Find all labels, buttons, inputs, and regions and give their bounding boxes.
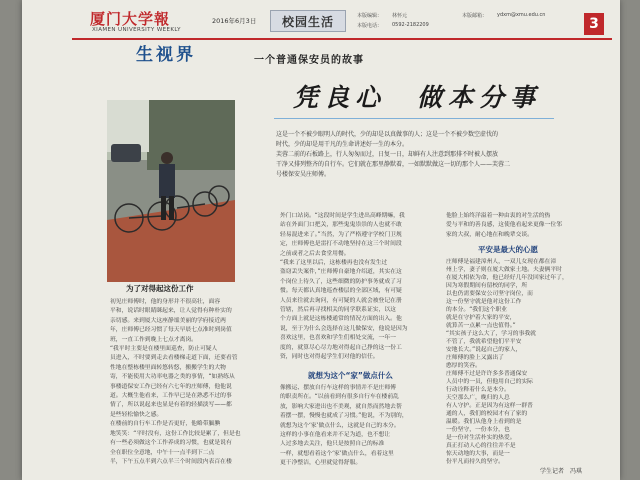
text-line: 平和，说话时眼睛眯起来，让人觉得有种朴实的 <box>110 308 232 315</box>
text-line: 一样，就想看着这个‘家’做点什么，看着这里 <box>280 450 394 457</box>
editor-name: 林怀元 <box>392 13 408 19</box>
text-line: 在厦大相依为命，他已经好几年没回家过年了， <box>446 275 568 281</box>
text-line: 的职责所在。“以前看到有很多自行车在楼前乱 <box>280 394 399 401</box>
text-line: 站在外面门口把关，那些鬼鬼祟祟的人也就不敢 <box>280 222 402 229</box>
article-photo <box>107 100 235 282</box>
text-line: 之前或者之后去食堂用餐。 <box>280 250 350 257</box>
text-line: 个岗位上待久了，这些细微的防护事务就成了习 <box>280 278 402 285</box>
newspaper-page <box>22 0 620 480</box>
text-line: 是一份对生活朴实的热爱。 <box>446 435 516 441</box>
text-line: 亲切感。来到厦大这座静谧美丽的学府接近两 <box>110 317 226 324</box>
email-label: 本版邮箱： <box>462 13 488 19</box>
text-line: 有一些必须做这个工作养成的习惯，也就是说有 <box>110 440 232 447</box>
body-column-3b <box>446 258 596 466</box>
text-line: 有人守护。正是因为有这样一群普 <box>446 403 533 409</box>
body-column-2 <box>280 212 438 363</box>
text-line: 安地长大。”说起自己的家人， <box>446 347 522 353</box>
text-line: 更干净整洁，心里就觉得舒服。 <box>280 460 362 467</box>
text-line: 就是在守护着大家的平安， <box>446 315 516 321</box>
text-line: 外门口站岗。“这段时间是学生进出高峰期嘛，我 <box>280 213 405 219</box>
text-line: 温暖。我们从他身上看到的是 <box>446 419 522 425</box>
text-line: 着摆一摆，慢慢也就成了习惯。”他说，不为别的， <box>280 413 408 420</box>
text-line: 就想为这个‘家’做点什么，这就是自己的本分。 <box>280 422 400 429</box>
section-banner <box>270 10 346 32</box>
phone-number: 0592-2182209 <box>392 22 429 28</box>
photo-caption: 为了对得起这份工作 <box>126 284 194 293</box>
text-line: 份平凡而持久的坚守。 <box>446 459 504 465</box>
text-line: 人员来往就去询问，有可疑的人就会被登记在册 <box>280 297 402 304</box>
subheading-3: 平安是最大的心愿 <box>478 245 538 254</box>
email-address: ydxm@xmu.edu.cn <box>497 12 546 18</box>
text-line: 时代，少的却是用干凡的生命讲述好一生的本分。 <box>276 141 409 148</box>
text-line: 说，至于为什么会选择在这儿做保安，他说是因为 <box>280 325 408 332</box>
text-line: 个方面上就是这栋楼通常的情况方面的出入。他 <box>280 316 402 323</box>
text-line: 人员中的一员，但他用自己的实际 <box>446 379 533 385</box>
text-line: 这样的小事在他看来并不足为道，也不想让 <box>280 432 391 439</box>
text-line: 就算苦一点累一点也值得。” <box>446 323 516 329</box>
text-line: 道。大概生他看来，工作早已是在熟悉不过的事 <box>110 393 232 400</box>
article-subtitle: 一个普通保安员的故事 <box>254 55 364 66</box>
body-column-2b <box>280 384 438 469</box>
text-line: 惊天动地的大事，而是一 <box>446 451 510 457</box>
text-line: 是些轻松愉快之感。 <box>110 411 163 418</box>
text-line: 州上学，妻子则在厦大做家土地。夫妻俩平时 <box>446 267 562 273</box>
text-line: 芙蓉二前的石板路上，行人匆匆而过，日复一日，却鲜有人注意到那排不时被人摆放 <box>276 151 499 158</box>
text-line: “其实孩子这么大了，学习的事我就 <box>446 331 536 337</box>
text-line: 事楼道保安工作已经有六七年的庄师傅，他他说 <box>110 383 232 390</box>
newspaper-logo-english: XIAMEN UNIVERSITY WEEKLY <box>92 27 181 33</box>
text-line: 号楼保安吴庄师傅。 <box>276 171 331 178</box>
text-line: 天空那么广，晚归的人总 <box>446 395 510 401</box>
text-line: 行动诠释着什么是本分。 <box>446 387 510 393</box>
text-line: 轻易混进来了。”当然，为了严格遵守学校门卫规 <box>280 231 402 238</box>
subheading-2: 就想为这个“家”做点什么 <box>308 371 393 380</box>
text-line: 他脸上始终洋溢着一种由衷的对生活的热 <box>446 213 551 219</box>
text-line: 惯。每天都认真地巡查楼层的全部区域，有可疑 <box>280 288 402 295</box>
editor-label: 本版编辑： <box>357 13 383 19</box>
text-line: 人过多地去关注，他只是按照自己的标准 <box>280 441 385 448</box>
text-line: 真正打动人心的往往并不是 <box>446 443 516 449</box>
text-line: 地笑笑：“平时没有，这份工作比较是累了，但是也 <box>110 430 241 437</box>
body-column-1 <box>110 298 260 467</box>
body-column-3 <box>446 212 596 240</box>
text-line: 全在职位全意地，中午十一点半到下二点 <box>110 449 215 456</box>
text-line: 的本分。“我们这个职业 <box>446 307 507 313</box>
section-title: 校园生活 <box>281 15 334 29</box>
newspaper-logo: 厦门大学報 <box>90 10 171 28</box>
text-line: 盗窃丢失案件，”庄师傅自豪地介绍道，其实在这 <box>280 269 402 276</box>
text-line: 在楼前的自行车工作是否更好，他略带腼腆 <box>110 421 221 428</box>
text-line: “我平时主要是在楼里面巡查，防止可疑人 <box>110 346 218 353</box>
text-line: 家的大叔，耐心地在和晚辈交谈。 <box>446 231 533 238</box>
text-line: 憨厚的笑容。 <box>446 363 481 369</box>
article-headline: 凭良心 做本分事 <box>293 83 542 112</box>
text-line: 一份坚守，一份本分，也 <box>446 427 510 433</box>
article-intro <box>276 130 578 180</box>
text-line: 不管了，我就希望他们平平安 <box>446 339 522 345</box>
text-line: 喜欢这里，也喜欢和学生们相处交流，一年一 <box>280 335 396 342</box>
text-line: 度的，就算尽心尽力地对得起自己挣的这一份工 <box>280 344 402 351</box>
text-line: 寄，不能使用大功率电器之类的事情，“如熟练从 <box>110 374 235 381</box>
text-line: 性地在整栋楼里面转悠转悠，搬搬学生的大物 <box>110 364 226 371</box>
text-line: 情了，所以说起来也显是有着的轻描淡写——都 <box>110 402 232 409</box>
text-line: 这是一个不被少眼明人的时代，少的却是以真做事的人；这是一个不被少数空虚伐的 <box>276 131 499 138</box>
text-line: 班，一直工作到晚上七点才离岗。 <box>110 336 197 343</box>
text-line: 爱与平和的善良感，这使他看起来更像一位邻 <box>446 222 562 229</box>
text-line: 员进入，不时要到走去看楼梯走道下面，还要看管 <box>110 355 238 362</box>
column-name: 生视界 <box>136 45 196 65</box>
text-line: 初见庄师傅时，他的身形并不很高壮，面容 <box>110 299 221 305</box>
phone-label: 本版电话： <box>357 23 383 29</box>
headline-divider <box>274 118 554 119</box>
text-line: 半，下午五点半到六点半三个时间段内表百在楼 <box>110 458 232 465</box>
text-line: 因为寒假期间有留校的同学，所 <box>446 283 528 289</box>
text-line: 庄师傅不过是许许多多普通保安 <box>446 371 528 377</box>
text-line: 庄师傅是福建漳州人，一双儿女现在都在漳 <box>446 259 557 265</box>
text-line: 像搬运、摆放自行车这样的事情并不是庄师傅 <box>280 385 396 391</box>
text-line: 庄师傅的脸上又露出了 <box>446 355 504 361</box>
text-line: 定，庄师傅也是雷打不动地坚持在这三个时间段 <box>280 241 402 248</box>
masthead <box>22 0 620 36</box>
text-line: 年，庄师傅已经习惯了每天早晨七点准时到岗值 <box>110 327 232 334</box>
text-line: 这一份坚守就是他对这份工作 <box>446 299 522 305</box>
text-line: “我来了这里以后，这栋楼再也没有发生过 <box>280 260 388 267</box>
issue-date: 2016年6月3日 <box>212 17 257 25</box>
text-line: 管辖，然后再寻找相关的同学联系证实，以这 <box>280 307 396 314</box>
text-line: 资，同时也对得起学生们对他的信任。 <box>280 354 379 361</box>
page-number: 3 <box>584 13 604 35</box>
byline: 学生记者 冯琪 <box>540 468 583 475</box>
text-line: 放，影响大家进出也不美观，就自然而然地去帮 <box>280 403 402 410</box>
text-line: 通的人，我们的校园才有了家的 <box>446 411 528 417</box>
text-line: 以也仍需要保安公司坚守岗位，而 <box>446 291 533 297</box>
text-line: 干净又排列整齐的自行车。它们就在那里静默着，一如默默做这一切的那个人——芙蓉二 <box>276 161 511 168</box>
